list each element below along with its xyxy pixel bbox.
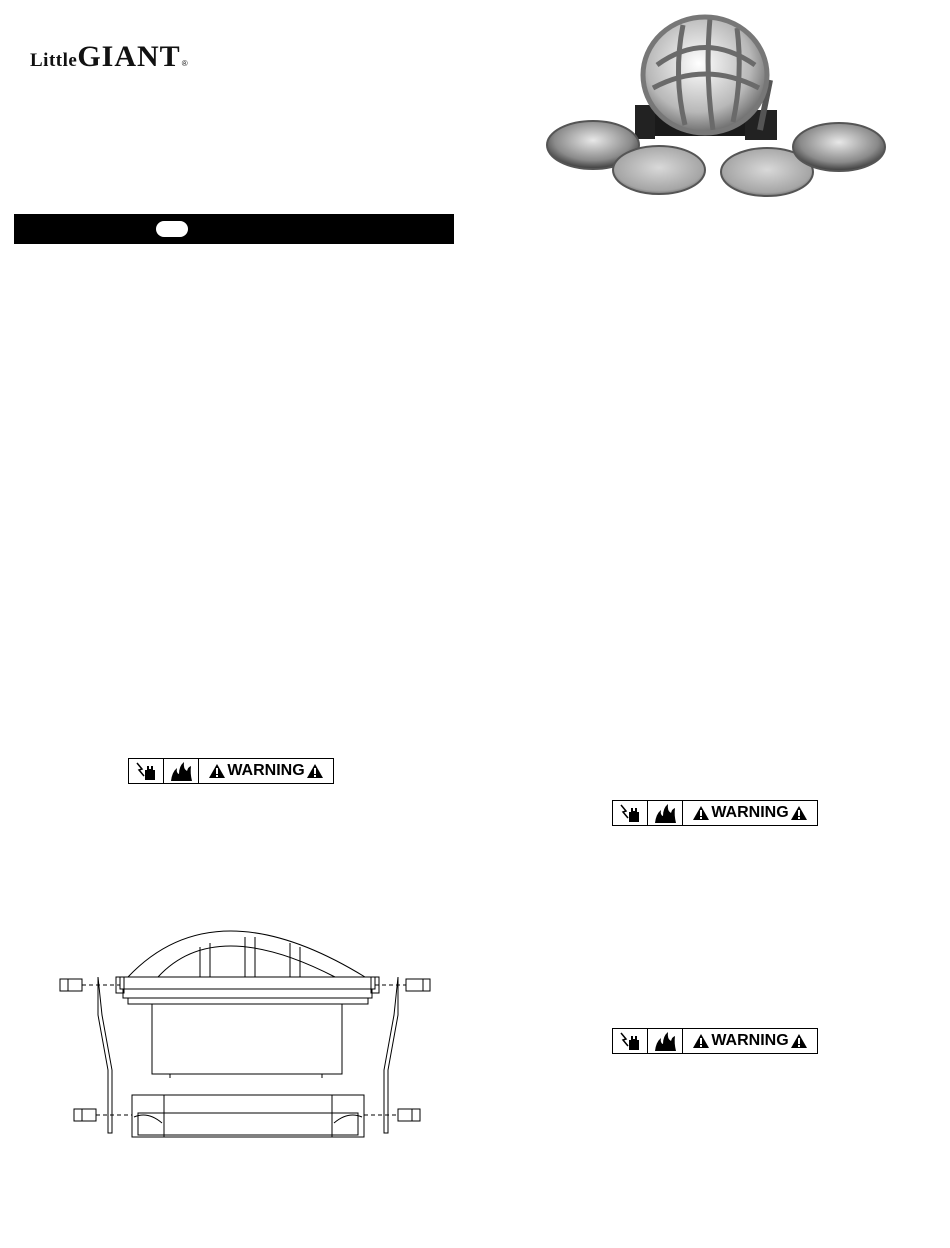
electric-shock-hand-icon bbox=[613, 801, 648, 825]
header-pill bbox=[156, 221, 188, 237]
fire-hazard-icon bbox=[164, 759, 199, 783]
warning-label-text: WARNING bbox=[711, 1032, 789, 1049]
warning-label-text: WARNING bbox=[227, 762, 305, 779]
logo-little-text: Little bbox=[30, 50, 78, 71]
assembly-line-drawing bbox=[30, 905, 450, 1155]
warning-text bbox=[683, 1029, 817, 1053]
warning-triangle-icon bbox=[791, 806, 807, 820]
warning-triangle-icon bbox=[209, 764, 225, 778]
warning-label bbox=[128, 758, 334, 784]
logo-trademark: ® bbox=[181, 59, 188, 68]
warning-triangle-icon bbox=[307, 764, 323, 778]
fire-hazard-icon bbox=[648, 801, 683, 825]
logo-giant-text: GIANT bbox=[77, 40, 181, 73]
product-photo bbox=[545, 10, 890, 198]
section-header-bar bbox=[14, 214, 454, 244]
fire-hazard-icon bbox=[648, 1029, 683, 1053]
electric-shock-hand-icon bbox=[129, 759, 164, 783]
warning-label bbox=[612, 1028, 818, 1054]
warning-triangle-icon bbox=[693, 1034, 709, 1048]
little-giant-logo bbox=[30, 40, 188, 74]
warning-triangle-icon bbox=[791, 1034, 807, 1048]
warning-triangle-icon bbox=[693, 806, 709, 820]
warning-text bbox=[199, 759, 333, 783]
warning-label-text: WARNING bbox=[711, 804, 789, 821]
electric-shock-hand-icon bbox=[613, 1029, 648, 1053]
warning-label bbox=[612, 800, 818, 826]
warning-text bbox=[683, 801, 817, 825]
